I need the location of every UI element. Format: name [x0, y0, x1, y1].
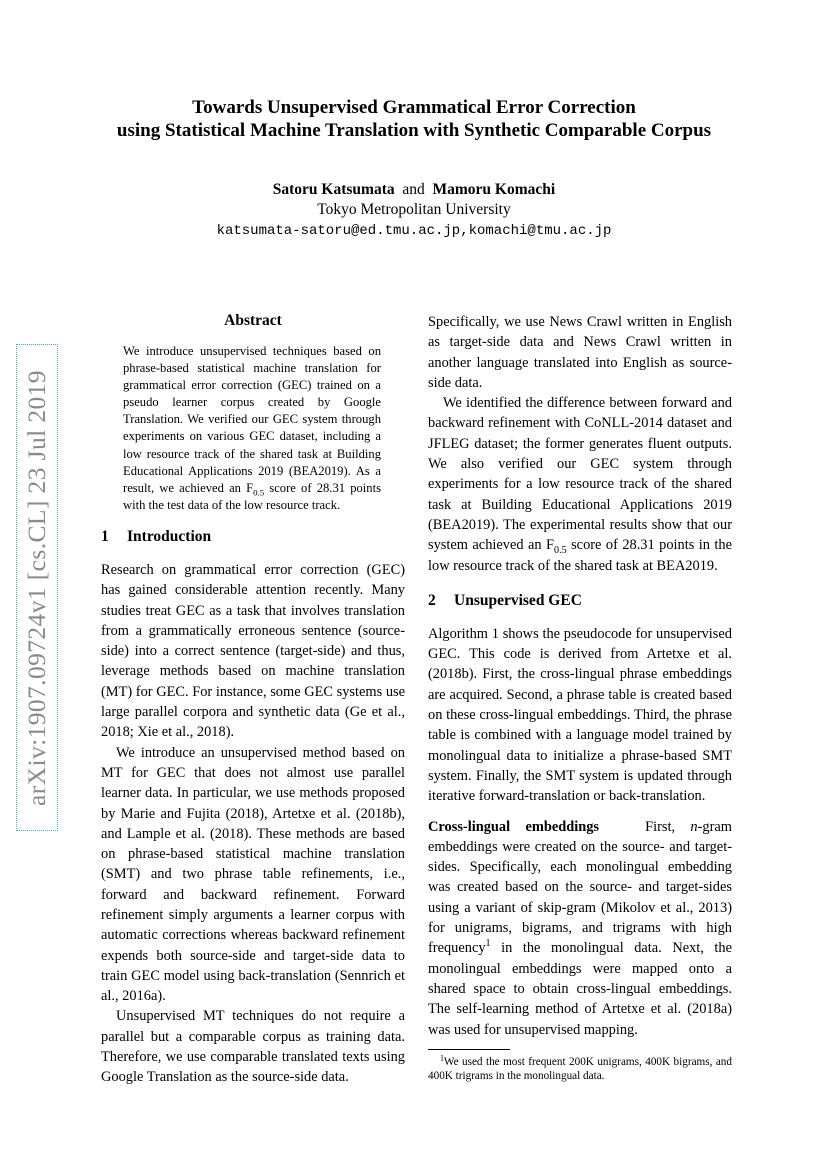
- cross-lingual-embeddings-runin: Cross-lingual embeddings: [428, 818, 600, 835]
- paper-title: [60, 96, 768, 142]
- footnote-reference[interactable]: 1: [485, 938, 491, 950]
- abstract-text: We introduce unsupervised techniques based on phrase-based statistical machine translation for grammatical error correction (GEC) trained on a pseudo learner corpus created by Google Translation. We verified our GEC system through experiments on various GEC dataset, including a low resource track of the shared task at Building Educational Applications 2019 (BEA2019). As a result, we achieved an $F_{0.5}$ score of 28.31 points with the test data of the low resource track.: [123, 344, 381, 512]
- author-affiliation: Tokyo Metropolitan University: [317, 201, 511, 218]
- author-emails[interactable]: katsumata-satoru@ed.tmu.ac.jp,komachi@tmu.ac.jp: [216, 223, 612, 239]
- footnote-text: We used the most frequent 200K unigrams, 400K bigrams, and 400K trigrams in the monolingual data.: [428, 1055, 732, 1083]
- arxiv-identifier-text: arXiv:1907.09724v1 [cs.CL] 23 Jul 2019: [22, 369, 51, 806]
- footnote-divider: [428, 1049, 510, 1050]
- left-column: [101, 312, 405, 1088]
- section-1-heading: [101, 528, 405, 546]
- intro-paragraph-4: We identified the difference between forward and backward refinement with CoNLL-2014 dataset and JFLEG dataset; the former generates fluent outputs. We also verified our GEC system through experiments for a low resource track of the shared task at Building Educational Applications 2019 (BEA2019). The experimental results show that our system achieved an $F_{0.5}$ score of 28.31 points in the low resource track of the shared task at BEA2019.: [428, 395, 732, 574]
- author-block: [60, 180, 768, 241]
- author-names: [60, 180, 768, 200]
- section-1-number: 1: [101, 527, 109, 545]
- section-1-title: Introduction: [127, 527, 212, 545]
- author-1: Satoru Katsumata: [272, 181, 395, 198]
- intro-paragraph-3-continued: Specifically, we use News Crawl written in English as target-side data and News Crawl written in another language translated into English as source-side data.: [428, 314, 732, 391]
- section-2-heading: [428, 592, 732, 610]
- intro-paragraph-3: Unsupervised MT techniques do not require a parallel but a comparable corpus as training data. Therefore, we use comparable translated texts using Google Translation as the source-side data.: [101, 1008, 405, 1086]
- footnote-mark: 1: [440, 1053, 444, 1063]
- author-2: Mamoru Komachi: [432, 181, 556, 198]
- intro-paragraph-2: We introduce an unsupervised method based on MT for GEC that does not almost use parallel learner data. In particular, we use methods proposed by Marie and Fujita (2018), Artetxe et al. (2018b), and Lample et al. (2018). These methods are based on phrase-based statistical machine translation (SMT) and two phrase table refinements, i.e., forward and backward refinement. Forward refinement simply arguments a learner corpus with automatic corrections whereas backward refinement expends both source-side and target-side data to train GEC model using back-translation (Sennrich et al., 2016a).: [101, 744, 405, 1005]
- intro-paragraph-1: Research on grammatical error correction (GEC) has gained considerable attention recently. Many studies treat GEC as a task that involves translation from a grammatically erroneous sentence (source-side) into a correct sentence (target-side) and thus, leverage methods based on machine translation (MT) for GEC. For instance, some GEC systems use large parallel corpora and synthetic data (Ge et al., 2018; Xie et al., 2018).: [101, 561, 405, 741]
- arxiv-identifier-stamp[interactable]: [16, 344, 58, 831]
- author-conjunction: and: [402, 181, 425, 198]
- abstract-heading: Abstract: [224, 312, 282, 329]
- unsupervised-gec-paragraph-1: Algorithm 1 shows the pseudocode for unsupervised GEC. This code is derived from Artetxe et al. (2018b). First, the cross-lingual phrase embeddings are acquired. Second, a phrase table is created based on these cross-lingual embeddings. Third, the phrase table is combined with a language model trained by monolingual data to initialize a phrase-based SMT system. Finally, the SMT system is updated through iterative forward-translation or back-translation.: [428, 625, 732, 805]
- footnote-1: [428, 1055, 732, 1084]
- cross-lingual-embeddings-paragraph: Cross-lingual embeddings First, n-gram embeddings were created on the source- and target-sides. Specifically, each monolingual embedding was created based on the source- and target-sides using a variant of skip-gram (Mikolov et al., 2013) for unigrams, bigrams, and trigrams with high frequency$^1$ in the monolingual data. Next, the monolingual embeddings were mapped onto a shared space to obtain cross-lingual embeddings. The self-learning method of Artetxe et al. (2018a) was used for unsupervised mapping.: [428, 818, 732, 1038]
- title-line-1: Towards Unsupervised Grammatical Error Correction: [192, 97, 636, 118]
- title-line-2: using Statistical Machine Translation with Synthetic Comparable Corpus: [116, 120, 712, 141]
- section-2-title: Unsupervised GEC: [454, 591, 582, 609]
- section-2-number: 2: [428, 591, 436, 609]
- right-column: [428, 312, 732, 1083]
